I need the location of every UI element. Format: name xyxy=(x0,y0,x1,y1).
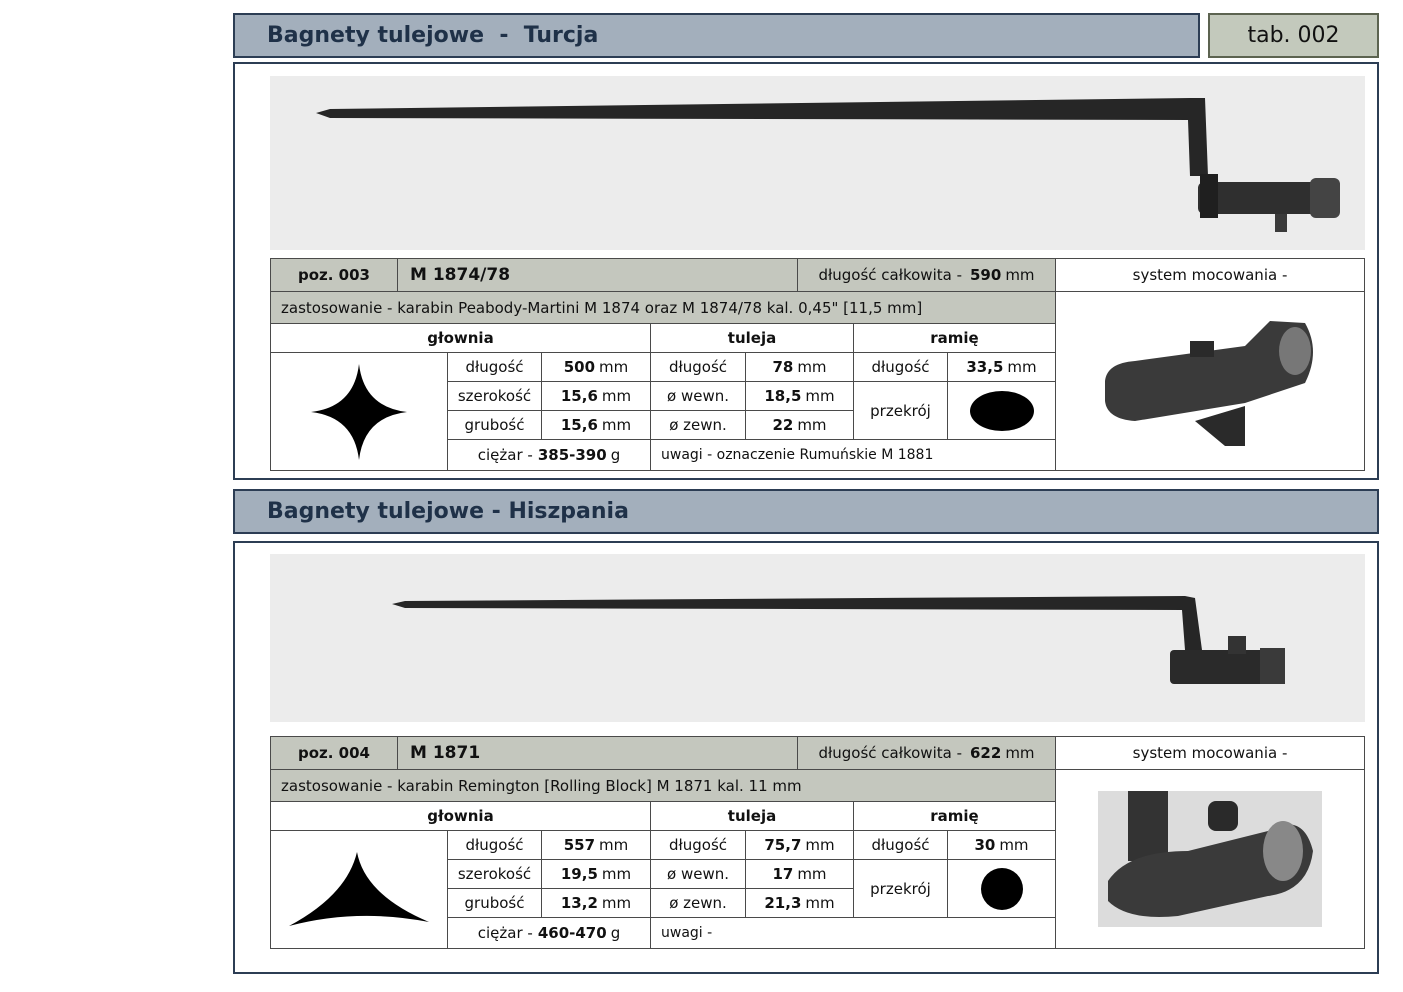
notes: uwagi - xyxy=(650,917,1056,949)
blade-length-label: długość xyxy=(447,830,542,860)
section-header-turkey xyxy=(233,13,1200,58)
arm-length-label: długość xyxy=(853,352,948,382)
sleeve-length-value xyxy=(745,352,854,382)
value: 18,5 xyxy=(764,387,802,405)
blade-cross-section xyxy=(270,830,448,949)
sleeve-header: tuleja xyxy=(650,801,854,831)
arm-cross-section xyxy=(947,381,1056,440)
position-number: poz. 003 xyxy=(270,258,398,292)
value: 22 xyxy=(772,416,794,434)
unit: mm xyxy=(999,836,1029,854)
unit: mm xyxy=(601,894,632,912)
blade-length-value xyxy=(541,352,651,382)
sleeve-inner-diameter-value xyxy=(745,859,854,889)
unit: mm xyxy=(805,836,835,854)
blade-length-value xyxy=(541,830,651,860)
blade-thickness-label: grubość xyxy=(447,410,542,440)
usage-text: zastosowanie - karabin Peabody-Martini M 1874 oraz M 1874/78 kal. 0,45" [11,5 mm] xyxy=(270,291,1056,324)
weight xyxy=(447,917,651,949)
unit: mm xyxy=(797,358,827,376)
weight-unit: g xyxy=(610,924,621,942)
value: 15,6 xyxy=(560,416,598,434)
blade-length-label: długość xyxy=(447,352,542,382)
blade-thickness-label: grubość xyxy=(447,888,542,918)
arm-header: ramię xyxy=(853,323,1056,353)
model-name: M 1871 xyxy=(397,736,798,770)
blade-width-label: szerokość xyxy=(447,859,542,889)
unit: mm xyxy=(599,836,629,854)
arm-length-label: długość xyxy=(853,830,948,860)
total-length-label: długość całkowita - xyxy=(818,744,962,762)
unit: mm xyxy=(797,865,827,883)
bayonet-photo-m1871 xyxy=(270,554,1365,722)
blade-header: głownia xyxy=(270,801,651,831)
blade-width-value xyxy=(541,381,651,411)
value: 75,7 xyxy=(764,836,802,854)
value: 15,6 xyxy=(560,387,598,405)
position-number: poz. 004 xyxy=(270,736,398,770)
sleeve-length-label: długość xyxy=(650,352,746,382)
value: 33,5 xyxy=(966,358,1004,376)
blade-thickness-value xyxy=(541,410,651,440)
arm-cross-label: przekrój xyxy=(853,859,948,918)
sleeve-length-label: długość xyxy=(650,830,746,860)
value: 78 xyxy=(772,358,794,376)
section-header-spain xyxy=(233,489,1379,534)
value: 500 xyxy=(563,358,596,376)
oval-shape-icon xyxy=(970,391,1034,431)
total-length xyxy=(797,736,1056,770)
three-point-star-icon xyxy=(289,852,429,926)
weight-value: 385-390 xyxy=(537,446,607,464)
arm-length-value xyxy=(947,830,1056,860)
blade-width-label: szerokość xyxy=(447,381,542,411)
value: 21,3 xyxy=(764,894,802,912)
value: 13,2 xyxy=(560,894,598,912)
weight-label: ciężar - xyxy=(477,924,533,942)
arm-cross-label: przekrój xyxy=(853,381,948,440)
table-number-badge: tab. 002 xyxy=(1208,13,1379,58)
mount-system-label: system mocowania - xyxy=(1055,258,1365,292)
notes: uwagi - oznaczenie Rumuńskie M 1881 xyxy=(650,439,1056,471)
section-title: Bagnety tulejowe - Hiszpania xyxy=(267,499,629,524)
value: 557 xyxy=(563,836,596,854)
unit: mm xyxy=(797,416,827,434)
arm-cross-section xyxy=(947,859,1056,918)
value: 30 xyxy=(974,836,996,854)
unit: mm xyxy=(1007,358,1037,376)
mount-photo xyxy=(1055,769,1365,949)
sleeve-length-value xyxy=(745,830,854,860)
total-length-unit: mm xyxy=(1005,266,1035,284)
mount-system-label: system mocowania - xyxy=(1055,736,1365,770)
total-length-value: 622 xyxy=(970,744,1002,762)
total-length-value: 590 xyxy=(970,266,1002,284)
four-point-star-icon xyxy=(311,364,407,460)
sleeve-outer-diameter-value xyxy=(745,410,854,440)
blade-width-value xyxy=(541,859,651,889)
total-length-label: długość całkowita - xyxy=(818,266,962,284)
sleeve-inner-diameter-label: ø wewn. xyxy=(650,381,746,411)
unit: mm xyxy=(599,358,629,376)
model-name: M 1874/78 xyxy=(397,258,798,292)
weight-value: 460-470 xyxy=(537,924,607,942)
unit: mm xyxy=(601,865,632,883)
weight-label: ciężar - xyxy=(477,446,533,464)
sleeve-inner-diameter-value xyxy=(745,381,854,411)
sleeve-inner-diameter-label: ø wewn. xyxy=(650,859,746,889)
value: 19,5 xyxy=(560,865,598,883)
blade-thickness-value xyxy=(541,888,651,918)
usage-text: zastosowanie - karabin Remington [Rolling Block] M 1871 kal. 11 mm xyxy=(270,769,1056,802)
blade-cross-section xyxy=(270,352,448,471)
total-length xyxy=(797,258,1056,292)
arm-length-value xyxy=(947,352,1056,382)
circle-shape-icon xyxy=(981,868,1023,910)
mount-photo xyxy=(1055,291,1365,471)
value: 17 xyxy=(772,865,794,883)
sleeve-header: tuleja xyxy=(650,323,854,353)
sleeve-outer-diameter-label: ø zewn. xyxy=(650,410,746,440)
total-length-unit: mm xyxy=(1005,744,1035,762)
unit: mm xyxy=(805,387,835,405)
unit: mm xyxy=(601,416,632,434)
unit: mm xyxy=(601,387,632,405)
sleeve-outer-diameter-value xyxy=(745,888,854,918)
bayonet-photo-m1874-78 xyxy=(270,76,1365,250)
weight xyxy=(447,439,651,471)
sleeve-outer-diameter-label: ø zewn. xyxy=(650,888,746,918)
blade-header: głownia xyxy=(270,323,651,353)
unit: mm xyxy=(805,894,835,912)
arm-header: ramię xyxy=(853,801,1056,831)
weight-unit: g xyxy=(610,446,621,464)
section-title: Bagnety tulejowe - Turcja xyxy=(267,23,599,48)
